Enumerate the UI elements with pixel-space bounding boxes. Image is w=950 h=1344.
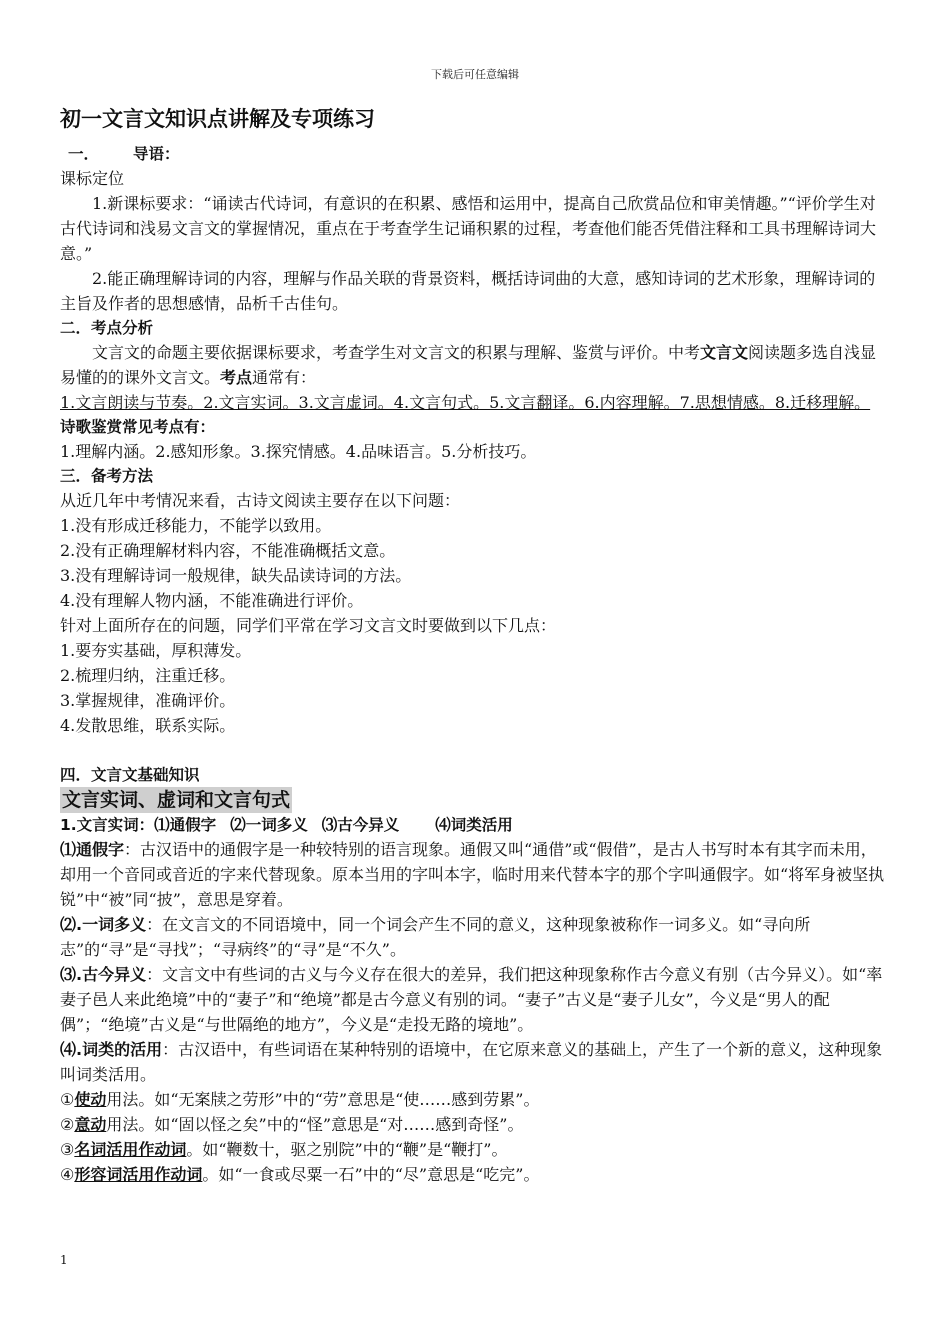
document-title: 初一文言文知识点讲解及专项练习 xyxy=(60,107,375,131)
document-body xyxy=(60,100,888,1187)
cileihuoyong-paragraph xyxy=(60,1037,888,1087)
problem-item: 4.没有理解人物内涵，不能准确进行评价。 xyxy=(60,591,364,610)
content-words-heading-b: ⑵一词多义 xyxy=(230,816,308,834)
page-number: 1 xyxy=(60,1253,68,1267)
gujinyiyi-text: ：文言文中有些词的古义与今义存在很大的差异，我们把这种现象称作古今意义有别（古今异义）。如“率妻子邑人来此绝境”中的“妻子”和“绝境”都是古今意义有别的词。“妻子”古义是“妻子儿女”，今义是“男人的配偶”；“绝境”古义是“与世隔绝的地方”，今义是“走投无路的境地”。 xyxy=(60,965,883,1034)
cileihuoyong-text: ：古汉语中，有些词语在某种特别的语境中，在它原来意义的基础上，产生了一个新的意义，这种现象叫词类活用。 xyxy=(60,1040,883,1084)
section-1-title: 导语： xyxy=(133,145,180,163)
usage-item xyxy=(60,1087,888,1112)
content-words-heading-a: 1.文言实词：⑴通假字 xyxy=(60,816,217,834)
tip-item: 1.要夯实基础，厚积薄发。 xyxy=(60,641,252,660)
tips-intro: 针对上面所存在的问题，同学们平常在学习文言文时要做到以下几点： xyxy=(60,616,557,635)
usage-marker: ④ xyxy=(60,1165,75,1184)
problem-item: 2.没有正确理解材料内容，不能准确概括文意。 xyxy=(60,541,396,560)
exam-points-list: 1.文言朗读与节奏。2.文言实词。3.文言虚词。4.文言句式。5.文言翻译。6.内容理解。7.思想情感。8.迁移理解。 xyxy=(60,393,871,412)
exam-analysis-text-c: 阅读题多选自浅显易懂的的课外文言文。 xyxy=(60,343,877,387)
gujinyiyi-label: ⑶.古今异义 xyxy=(60,965,147,984)
usage-item xyxy=(60,1137,888,1162)
curriculum-paragraph-1: 1.新课标要求：“诵读古代诗词，有意识的在积累、感悟和运用中，提高自己欣赏品位和审美情趣。”“评价学生对古代诗词和浅易文言文的掌握情况，重点在于考查学生记诵积累的过程，考查他们能否凭借注释和工具书理解诗词大意。” xyxy=(60,194,877,263)
tip-item: 2.梳理归纳，注重迁移。 xyxy=(60,666,236,685)
usage-text: 用法。如“固以怪之矣”中的“怪”意思是“对……感到奇怪”。 xyxy=(106,1115,524,1134)
usage-item xyxy=(60,1162,888,1187)
yiciduoyi-label: ⑵.一词多义 xyxy=(60,915,147,934)
usage-marker: ③ xyxy=(60,1140,75,1159)
exam-analysis-text-a: 文言文的命题主要依据课标要求，考查学生对文言文的积累与理解、鉴赏与评价。中考 xyxy=(92,343,701,362)
usage-term: 意动 xyxy=(74,1115,107,1134)
tongjiazi-paragraph xyxy=(60,837,888,912)
blank-line xyxy=(60,738,888,763)
exam-analysis-paragraph xyxy=(60,340,888,390)
yiciduoyi-text: ：在文言文的不同语境中，同一个词会产生不同的意义，这种现象被称作一词多义。如“寻向所志”的“寻”是“寻找”；“寻病终”的“寻”是“不久”。 xyxy=(60,915,811,959)
problems-intro: 从近几年中考情况来看，古诗文阅读主要存在以下问题： xyxy=(60,491,461,510)
tip-item: 4.发散思维，联系实际。 xyxy=(60,716,236,735)
section-2-heading: 二．考点分析 xyxy=(60,319,154,337)
usage-marker: ② xyxy=(60,1115,75,1134)
usage-text: 。如“鞭数十，驱之别院”中的“鞭”是“鞭打”。 xyxy=(186,1140,508,1159)
tongjiazi-label: ⑴通假字 xyxy=(60,840,125,859)
curriculum-paragraph-2: 2.能正确理解诗词的内容，理解与作品关联的背景资料，概括诗词曲的大意，感知诗词的艺术形象，理解诗词的主旨及作者的思想感情，品析千古佳句。 xyxy=(60,269,876,313)
usage-text: 用法。如“无案牍之劳形”中的“劳”意思是“使……感到劳累”。 xyxy=(106,1090,540,1109)
section-3-heading: 三．备考方法 xyxy=(60,467,154,485)
exam-analysis-bold-kaodian: 考点 xyxy=(220,368,253,387)
section-1-heading xyxy=(60,142,888,166)
exam-analysis-text-e: 通常有： xyxy=(252,368,317,387)
usage-text: 。如“一食或尽粟一石”中的“尽”意思是“吃完”。 xyxy=(202,1165,540,1184)
yiciduoyi-paragraph xyxy=(60,912,888,962)
usage-term: 名词活用作动词 xyxy=(74,1140,187,1159)
cileihuoyong-label: ⑷.词类的活用 xyxy=(60,1040,163,1059)
section-4-heading: 四．文言文基础知识 xyxy=(60,766,200,784)
section-1-number: 一． xyxy=(68,145,100,163)
content-words-heading-d: ⑷词类活用 xyxy=(435,816,513,834)
exam-analysis-bold-wenyanwen: 文言文 xyxy=(700,343,749,362)
usage-term: 使动 xyxy=(74,1090,107,1109)
tongjiazi-text: ：古汉语中的通假字是一种较特别的语言现象。通假又叫“通借”或“假借”，是古人书写时本有其字而未用，却用一个音同或音近的字来代替现象。原本当用的字叫本字，临时用来代替本字的那个字叫通假字。如“将军身被坚执锐”中“被”同“披”，意思是穿着。 xyxy=(60,840,885,909)
page-header: 下载后可任意编辑 xyxy=(431,68,519,81)
usage-marker: ① xyxy=(60,1090,75,1109)
tip-item: 3.掌握规律，准确评价。 xyxy=(60,691,236,710)
problem-item: 1.没有形成迁移能力，不能学以致用。 xyxy=(60,516,332,535)
gujinyiyi-paragraph xyxy=(60,962,888,1037)
problem-item: 3.没有理解诗词一般规律，缺失品读诗词的方法。 xyxy=(60,566,412,585)
curriculum-label: 课标定位 xyxy=(60,169,125,188)
content-words-heading-c: ⑶古今异义 xyxy=(321,816,400,834)
usage-term: 形容词活用作动词 xyxy=(74,1165,203,1184)
poetry-points-list: 1.理解内涵。2.感知形象。3.探究情感。4.品味语言。5.分析技巧。 xyxy=(60,442,537,461)
usage-item xyxy=(60,1112,888,1137)
content-words-heading xyxy=(60,813,888,837)
highlighted-subheading: 文言实词、虚词和文言句式 xyxy=(62,789,291,811)
poetry-points-heading: 诗歌鉴赏常见考点有： xyxy=(60,418,216,436)
